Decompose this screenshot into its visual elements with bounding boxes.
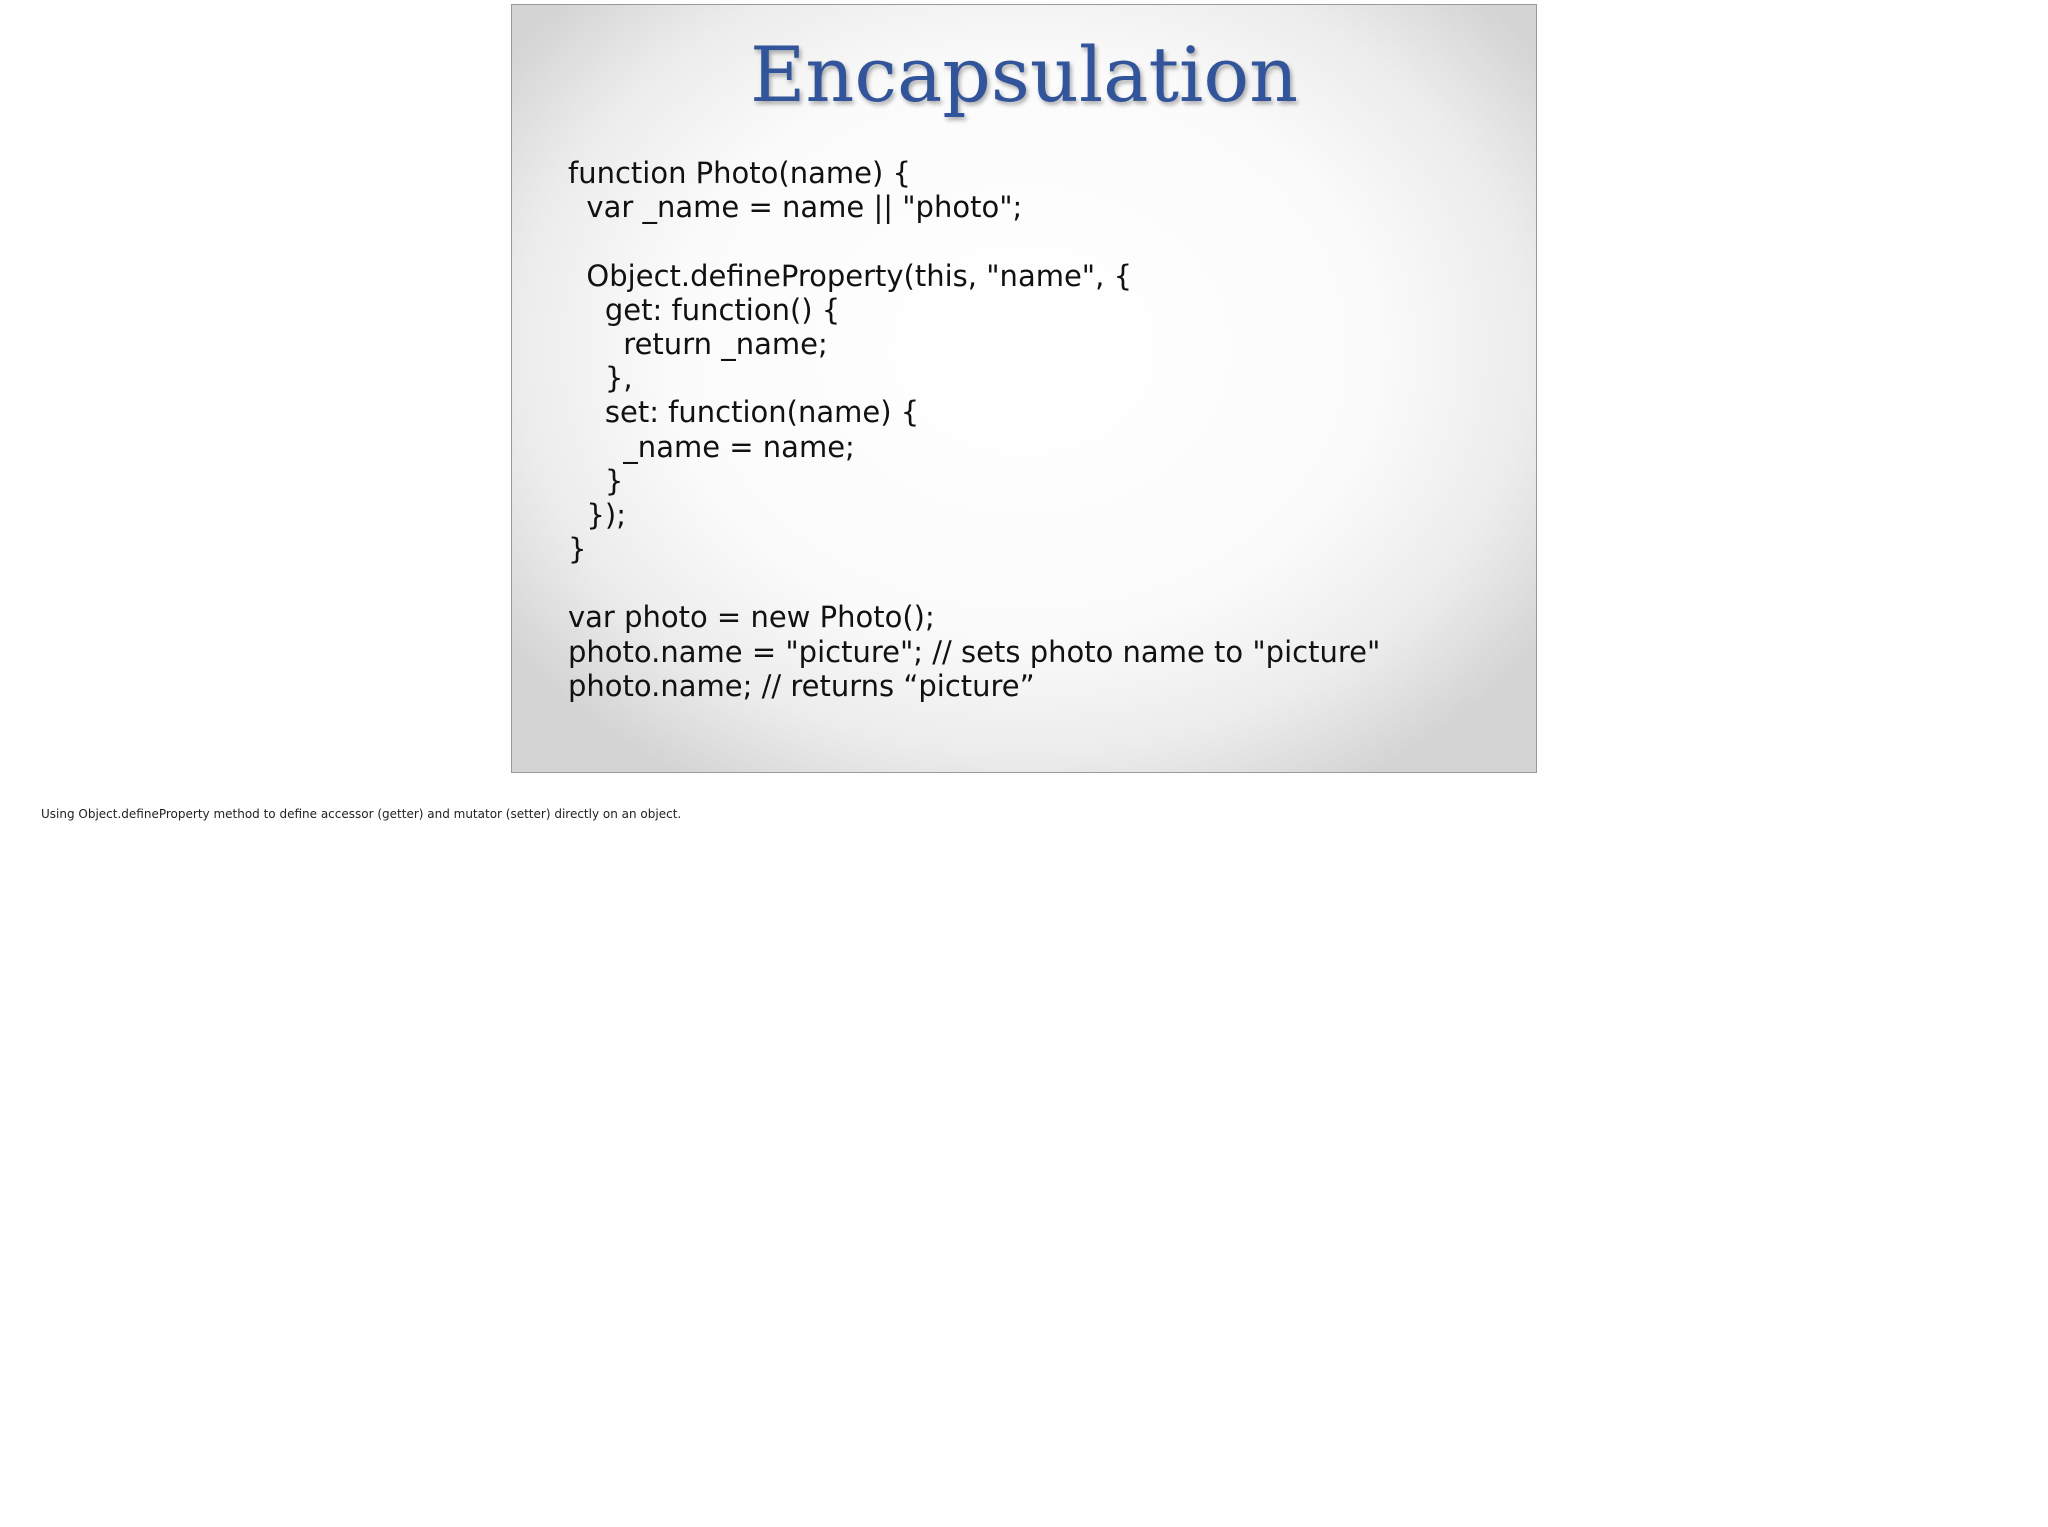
code-line: return _name;	[568, 326, 828, 361]
code-line: var _name = name || "photo";	[568, 190, 1023, 225]
code-line: }	[568, 532, 587, 567]
code-line: var photo = new Photo();	[568, 600, 935, 635]
code-line: photo.name; // returns “picture”	[568, 668, 1035, 703]
code-line: }	[568, 463, 624, 498]
speaker-notes: Using Object.defineProperty method to define accessor (getter) and mutator (setter) directly on an object.	[41, 807, 682, 821]
code-line: set: function(name) {	[568, 395, 920, 430]
slide	[511, 4, 1537, 773]
code-line: photo.name = "picture"; // sets photo name to "picture"	[568, 634, 1381, 669]
slide-title: Encapsulation	[749, 30, 1299, 119]
code-line: });	[568, 497, 626, 532]
code-line: function Photo(name) {	[568, 156, 911, 190]
code-line: Object.defineProperty(this, "name", {	[568, 258, 1133, 293]
code-line	[568, 566, 1380, 600]
code-line: get: function() {	[568, 292, 841, 327]
code-line: _name = name;	[568, 429, 855, 464]
code-block	[568, 156, 1380, 703]
code-line: },	[568, 361, 633, 396]
code-line	[568, 224, 1380, 258]
